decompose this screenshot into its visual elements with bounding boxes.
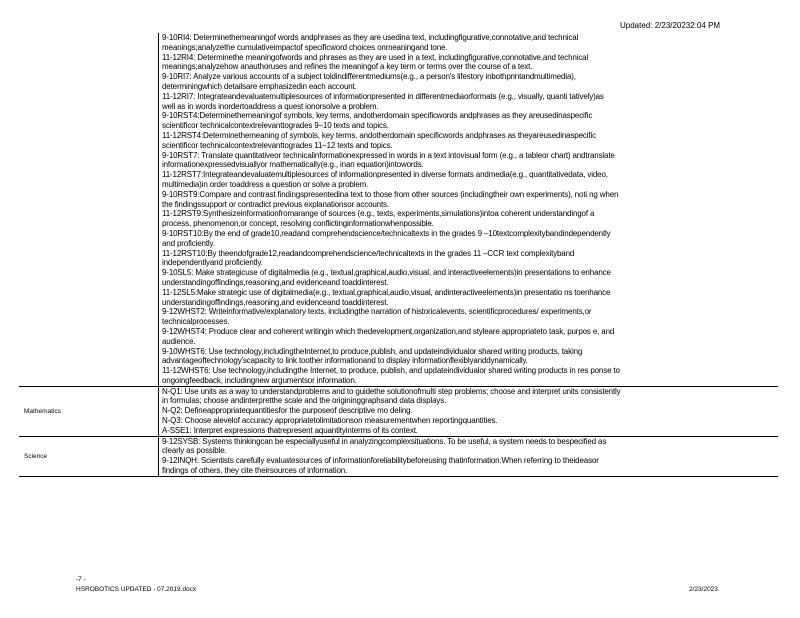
standard-line: 9-10RI4: Determinethemeaningof words andphrases as they are usedina text, includingfigurative,connotative,and technical [162, 33, 579, 42]
standards-table [19, 33, 778, 477]
standard-line: multimedia)in order toaddress a question or solve a problem. [162, 179, 369, 189]
table-row [19, 436, 778, 476]
standard-line: 11-12RST7:Integrateandevaluatemultiplesources of informationpresented in diverse formats andmedia(e.g., quantitativedata, video, [162, 170, 608, 180]
subject-cell: Mathematics [19, 386, 159, 436]
standard-line: findings of others, they cite theirsources of information. [162, 466, 348, 476]
standard-line: determiningwhich detailsare emphasizedin each account. [162, 81, 357, 91]
table-row [19, 33, 778, 386]
standard-line: 9-12INQH: Scientists carefully evaluatesources of informationforeliabilitybeforeusing thatinformation.When referring to theideasor [162, 456, 599, 466]
standard-line: understandingoffindings,reasoning,and evidenceand toaddinterest. [162, 277, 389, 287]
standard-line: scientificor technicalcontextrelevanttogrades 9–10 texts and topics. [162, 121, 389, 131]
standard-line: 9-10RST4:Determinethemeaningof symbols, key terms, andotherdomain specificwords andphrases as they areusedinaspecific [162, 111, 593, 121]
standards-cell [159, 33, 779, 386]
standards-cell [159, 436, 779, 476]
subject-cell [19, 33, 159, 386]
standard-line: 9-10RST7: Translate quantitativeor technicalinformationexpressed in words in a text intovisual form (e.g., a tableor chart) andtranslate [162, 150, 615, 160]
footer-filename: HSROBOTICS UPDATED - 07.2019.docx [76, 586, 197, 593]
standard-line: 11-12RST9:Synthesizeinformationfromarange of sources (e.g., texts, experiments,simulations)intoa coherent understandingof a [162, 209, 595, 219]
standard-line: informationexpressedvisuallyor mathematically(e.g., inan equation)intowords. [162, 160, 424, 170]
standard-line: 9-10RI7: Analyze various accounts of a subject toldindifferentmediums(e.g., a person's lifestory inbothprintandmultimedia), [162, 72, 576, 82]
standard-line: 9-10RST9:Compare and contrast findingspresentedina text to those from other sources (includingtheir own experiments), noti ng when [162, 189, 619, 199]
page-number: -7 - [76, 576, 86, 583]
standard-line: meanings;analyzehow anauthoruses and refines the meaningof a key term or terms over the course of a text. [162, 62, 533, 72]
standard-line: 9-10RST10:By the end of grade10,readand comprehendscience/technicaltexts in the grades 9 –10textcomplexitybandindependently [162, 228, 611, 238]
standard-line: technicalprocesses. [162, 317, 230, 327]
standard-line: ongoingfeedback, includingnew argumentsor information. [162, 375, 357, 385]
standards-cell [159, 386, 779, 436]
standard-line: the findingssupport or contradict previous explanationsor accounts. [162, 199, 389, 209]
standard-line: 11-12RST4:Determinethemeaning of symbols, key terms, andotherdomain specificwords andphrases as theyareusedinaspecific [162, 130, 596, 140]
standard-line: and proficiently. [162, 238, 215, 248]
standard-line: 9-10WHST6: Use technology,includingtheInternet,to produce,publish, and updateindividualor shared writing products, taking [162, 346, 583, 356]
standard-line: meanings;analyzethe cumulativeimpactof specificword choices onmeaningand tone. [162, 42, 448, 52]
standard-line: 9-12WHST2: Writeinformative/explanatory texts, includingthe narration of historicalevents, scientificprocedures/ experiments,or [162, 307, 592, 317]
standard-line: 9-12WHST4: Produce clear and coherent writingin which thedevelopment,organization,and stylearе appropriateto task, purpos e, and [162, 326, 615, 336]
standard-line: 11-12RI7: Integrateandevaluatemultiplesources of informationpresented in differentmediaorformats (e.g., visually, quanti tatively)as [162, 91, 604, 101]
standard-line: process, phenomenon,or concept, resolving conflictinginformationwhenpossible. [162, 219, 434, 229]
subject-cell: Science [19, 436, 159, 476]
standard-line: A-SSE1: Interpret expressions thatrepresent aquantityinterms of its context. [162, 425, 418, 435]
updated-timestamp: Updated: 2/23/20232:04 PM [620, 21, 721, 30]
standard-line: N-Q2: Defineappropriatequantitiesfor the purposeof descriptive mo deling. [162, 406, 413, 416]
footer-date: 2/23/2023 [689, 586, 718, 593]
standard-line: scientificor technicalcontextrelevanttogrades 11–12 texts and topics. [162, 140, 393, 150]
standard-line: 11-12RI4: Determinethe meaningofwords and phrases as they are used in a text, includingfigurative,connotative,and technical [162, 52, 589, 62]
table-row [19, 386, 778, 436]
standard-line: in formulas; choose andinterpretthe scale and the origininggraphsand data displays. [162, 396, 447, 406]
standard-line: 9-10SL5: Make strategicuse of digitalmedia (e.g., textual,graphical,audio,visual, and interactiveelements)in presentations to enhance [162, 268, 611, 278]
standard-line: audience. [162, 336, 196, 346]
standard-line: 11-12SL5:Make strategic use of digitalmedia(e.g., textual,graphical,audio,visual, andinteractiveelements)in presentatio ns toenhance [162, 287, 611, 297]
standard-line: understandingoffindings,reasoning,and evidenceand toaddinterest. [162, 297, 389, 307]
standard-line: 11-12WHST6: Use technology,includingthe Internet, to produce, publish, and updateindividualor shared writing products in res ponse to [162, 366, 620, 376]
standard-line: N-Q3: Choose alevelof accuracy appropriatetolimitationson measurementwhen reportingquantities. [162, 416, 498, 426]
standard-line: advantageoftechnology'scapacity to link toother informationand to display informationflexiblyanddynamically. [162, 356, 528, 366]
standard-line: 11-12RST10:By theendofgrade12,readandcomprehendscience/technicaltexts in the grades 11 –CCR text complexityband [162, 248, 575, 258]
standard-line: well as in words inordertoaddress a quest ionorsolve a problem. [162, 101, 379, 111]
standard-line: N-Q1: Use units as a way to understandproblems and to guidethe solutionofmulti step problems; choose and interpret units consistently [162, 386, 621, 396]
standard-line: independentlyand proficiently. [162, 258, 263, 268]
standard-line: 9-12SYSB: Systems thinkingcan be especiallyuseful in analyzingcomplexsituations. To be useful, a system needs to bespecified as [162, 436, 607, 446]
standard-line: clearly as possible. [162, 446, 227, 456]
